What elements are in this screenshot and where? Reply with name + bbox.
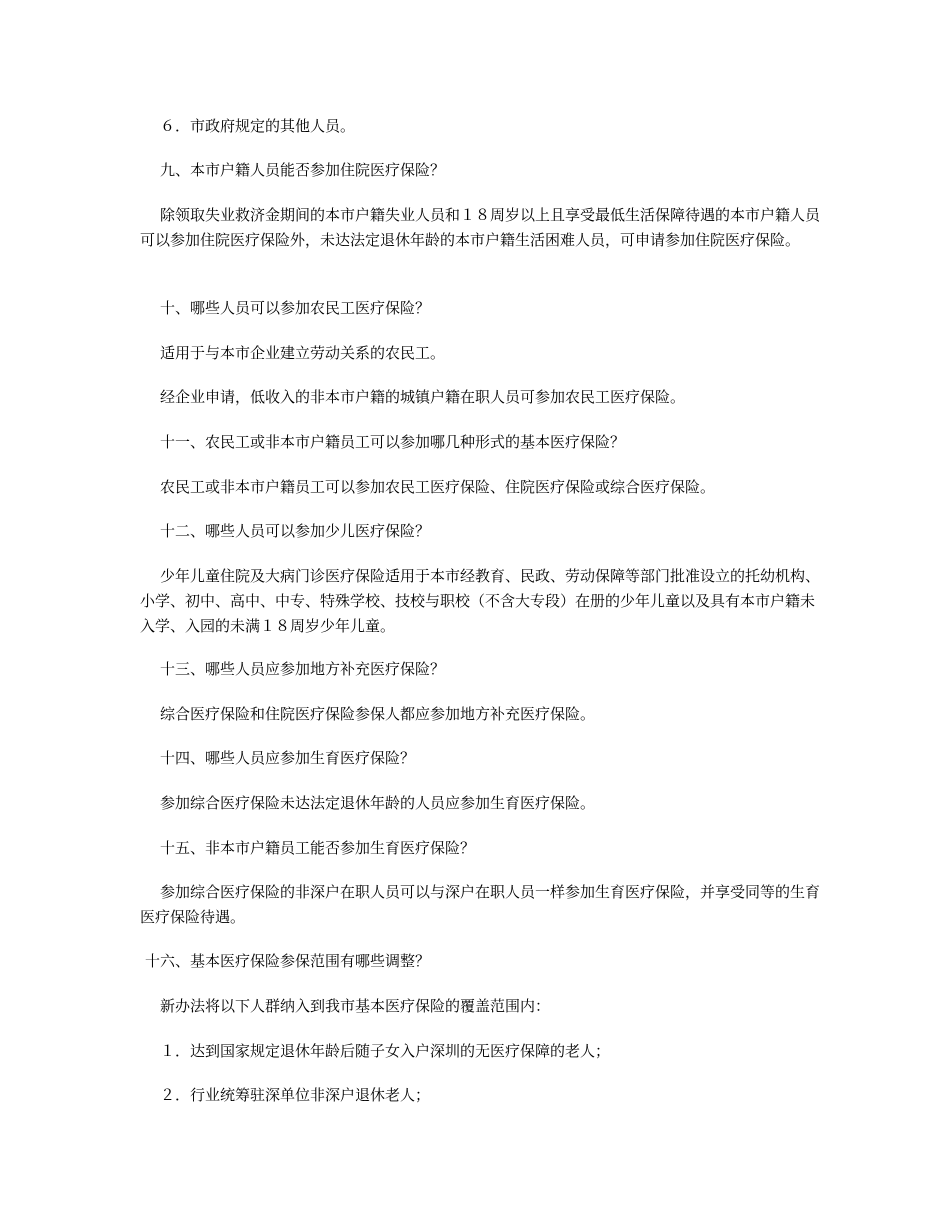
answer-9: 除领取失业救济金期间的本市户籍失业人员和１８周岁以上且享受最低生活保障待遇的本市户籍人员可以参加住院医疗保险外，未达法定退休年龄的本市户籍生活困难人员，可申请参加住院医疗保险。 xyxy=(140,206,821,249)
question-12: 十二、哪些人员可以参加少儿医疗保险？ xyxy=(160,522,431,540)
answer-14: 参加综合医疗保险未达法定退休年龄的人员应参加生育医疗保险。 xyxy=(160,794,596,812)
answer-13: 综合医疗保险和住院医疗保险参保人都应参加地方补充医疗保险。 xyxy=(160,705,596,723)
question-13: 十三、哪些人员应参加地方补充医疗保险？ xyxy=(160,660,446,678)
answer-16: 新办法将以下人群纳入到我市基本医疗保险的覆盖范围内： xyxy=(160,997,551,1015)
answer-12: 少年儿童住院及大病门诊医疗保险适用于本市经教育、民政、劳动保障等部门批准设立的托幼机构、小学、初中、高中、中专、特殊学校、技校与职校（不含大专段）在册的少年儿童以及具有本市户籍未入学、入园的未满１８周岁少年儿童。 xyxy=(140,567,821,635)
answer-11: 农民工或非本市户籍员工可以参加农民工医疗保险、住院医疗保险或综合医疗保险。 xyxy=(160,478,716,496)
question-15: 十五、非本市户籍员工能否参加生育医疗保险？ xyxy=(160,839,476,857)
list-item-6: ６．市政府规定的其他人员。 xyxy=(160,117,356,135)
answer-10-a: 适用于与本市企业建立劳动关系的农民工。 xyxy=(160,344,446,362)
answer-10-b: 经企业申请，低收入的非本市户籍的城镇户籍在职人员可参加农民工医疗保险。 xyxy=(160,388,686,406)
list-item-2: ２．行业统筹驻深单位非深户退休老人； xyxy=(160,1086,431,1104)
question-11: 十一、农民工或非本市户籍员工可以参加哪几种形式的基本医疗保险？ xyxy=(160,433,626,451)
question-14: 十四、哪些人员应参加生育医疗保险？ xyxy=(160,749,416,767)
question-10: 十、哪些人员可以参加农民工医疗保险？ xyxy=(160,299,431,317)
question-9: 九、本市户籍人员能否参加住院医疗保险？ xyxy=(160,161,446,179)
answer-15: 参加综合医疗保险的非深户在职人员可以与深户在职人员一样参加生育医疗保险，并享受同等的生育医疗保险待遇。 xyxy=(140,883,821,926)
question-16: 十六、基本医疗保险参保范围有哪些调整？ xyxy=(145,952,431,970)
list-item-1: １．达到国家规定退休年龄后随子女入户深圳的无医疗保障的老人； xyxy=(160,1042,611,1060)
